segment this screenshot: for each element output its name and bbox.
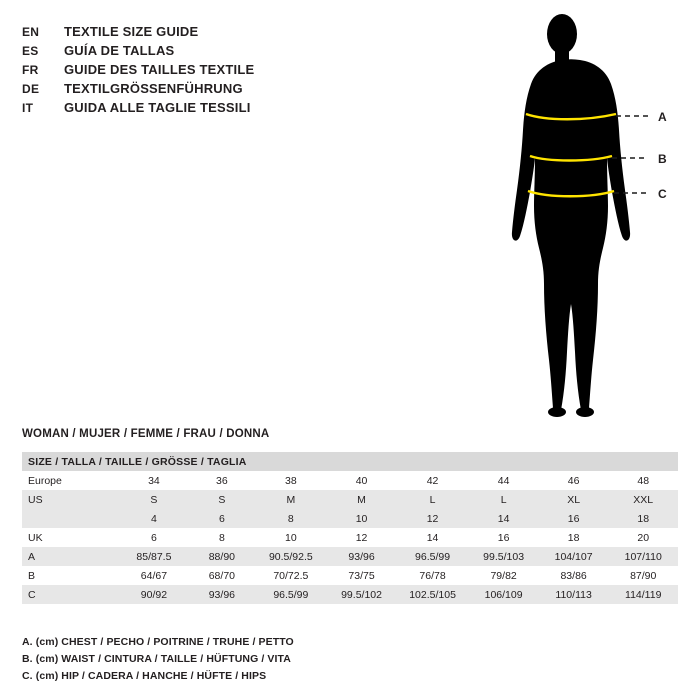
table-row	[22, 547, 678, 566]
table-cell: 93/96	[326, 547, 396, 566]
table-cell: 110/113	[539, 585, 609, 604]
language-title: GUIDE DES TAILLES TEXTILE	[64, 62, 255, 77]
table-cell: L	[468, 490, 538, 509]
table-row	[22, 528, 678, 547]
language-row	[22, 43, 442, 62]
table-cell: 64/67	[119, 566, 188, 585]
language-code: IT	[22, 101, 34, 115]
table-cell: 70/72.5	[255, 566, 326, 585]
language-title: TEXTILE SIZE GUIDE	[64, 24, 199, 39]
table-cell: 34	[119, 471, 188, 490]
table-cell: S	[119, 490, 188, 509]
table-cell: 76/78	[397, 566, 469, 585]
language-code: EN	[22, 25, 40, 39]
table-cell: 99.5/103	[468, 547, 538, 566]
table-cell: 90/92	[119, 585, 188, 604]
size-table-wrap	[22, 452, 678, 604]
table-cell: 6	[188, 509, 255, 528]
language-code: FR	[22, 63, 39, 77]
table-row	[22, 490, 678, 509]
table-cell: 107/110	[608, 547, 678, 566]
table-cell: 14	[397, 528, 469, 547]
female-silhouette-figure	[470, 8, 695, 428]
table-cell: 102.5/105	[397, 585, 469, 604]
table-cell: 18	[539, 528, 609, 547]
table-cell: 48	[608, 471, 678, 490]
table-cell: 85/87.5	[119, 547, 188, 566]
table-cell: 46	[539, 471, 609, 490]
table-cell: 99.5/102	[326, 585, 396, 604]
section-title: WOMAN / MUJER / FEMME / FRAU / DONNA	[22, 428, 270, 440]
language-title: GUÍA DE TALLAS	[64, 43, 175, 58]
table-cell: 106/109	[468, 585, 538, 604]
table-cell: 68/70	[188, 566, 255, 585]
table-cell: M	[255, 490, 326, 509]
measure-label-a: A	[658, 110, 667, 124]
table-cell: 73/75	[326, 566, 396, 585]
table-cell: 88/90	[188, 547, 255, 566]
measure-label-c: C	[658, 187, 667, 201]
measurement-notes	[22, 634, 622, 685]
row-label	[22, 509, 119, 528]
table-cell: 96.5/99	[255, 585, 326, 604]
language-title: TEXTILGRÖSSENFÜHRUNG	[64, 81, 243, 96]
row-label: Europe	[22, 471, 119, 490]
silhouette-shape	[512, 14, 630, 417]
row-label: C	[22, 585, 119, 604]
table-cell: 104/107	[539, 547, 609, 566]
row-label: B	[22, 566, 119, 585]
table-cell: 10	[326, 509, 396, 528]
table-cell: 96.5/99	[397, 547, 469, 566]
language-row	[22, 24, 442, 43]
table-cell: 36	[188, 471, 255, 490]
size-table	[22, 452, 678, 604]
note-waist: B. (cm) WAIST / CINTURA / TAILLE / HÜFTUNG / VITA	[22, 653, 291, 665]
table-cell: 42	[397, 471, 469, 490]
table-subheader: SIZE / TALLA / TAILLE / GRÖSSE / TAGLIA	[22, 452, 678, 471]
note-hip: C. (cm) HIP / CADERA / HANCHE / HÜFTE / HIPS	[22, 670, 267, 682]
table-cell: S	[188, 490, 255, 509]
table-cell: M	[326, 490, 396, 509]
language-row	[22, 62, 442, 81]
table-cell: 90.5/92.5	[255, 547, 326, 566]
table-cell: 44	[468, 471, 538, 490]
language-title: GUIDA ALLE TAGLIE TESSILI	[64, 100, 251, 115]
table-row	[22, 471, 678, 490]
table-cell: 16	[539, 509, 609, 528]
table-cell: 6	[119, 528, 188, 547]
table-cell: 79/82	[468, 566, 538, 585]
table-cell: 83/86	[539, 566, 609, 585]
table-row	[22, 509, 678, 528]
table-cell: 114/119	[608, 585, 678, 604]
table-cell: 12	[326, 528, 396, 547]
table-cell: 93/96	[188, 585, 255, 604]
table-cell: 8	[255, 509, 326, 528]
table-cell: 8	[188, 528, 255, 547]
table-cell: 12	[397, 509, 469, 528]
table-cell: 38	[255, 471, 326, 490]
measure-label-b: B	[658, 152, 667, 166]
language-row	[22, 81, 442, 100]
table-cell: 4	[119, 509, 188, 528]
table-row	[22, 585, 678, 604]
table-cell: 18	[608, 509, 678, 528]
table-cell: 20	[608, 528, 678, 547]
language-code: ES	[22, 44, 39, 58]
row-label: US	[22, 490, 119, 509]
note-chest: A. (cm) CHEST / PECHO / POITRINE / TRUHE / PETTO	[22, 636, 294, 648]
language-title-block	[22, 24, 442, 119]
table-cell: 14	[468, 509, 538, 528]
table-subheader-row	[22, 452, 678, 471]
table-cell: 16	[468, 528, 538, 547]
table-row	[22, 566, 678, 585]
table-cell: 40	[326, 471, 396, 490]
language-row	[22, 100, 442, 119]
table-cell: 10	[255, 528, 326, 547]
table-cell: L	[397, 490, 469, 509]
table-cell: XXL	[608, 490, 678, 509]
row-label: A	[22, 547, 119, 566]
language-code: DE	[22, 82, 40, 96]
row-label: UK	[22, 528, 119, 547]
table-cell: XL	[539, 490, 609, 509]
table-cell: 87/90	[608, 566, 678, 585]
